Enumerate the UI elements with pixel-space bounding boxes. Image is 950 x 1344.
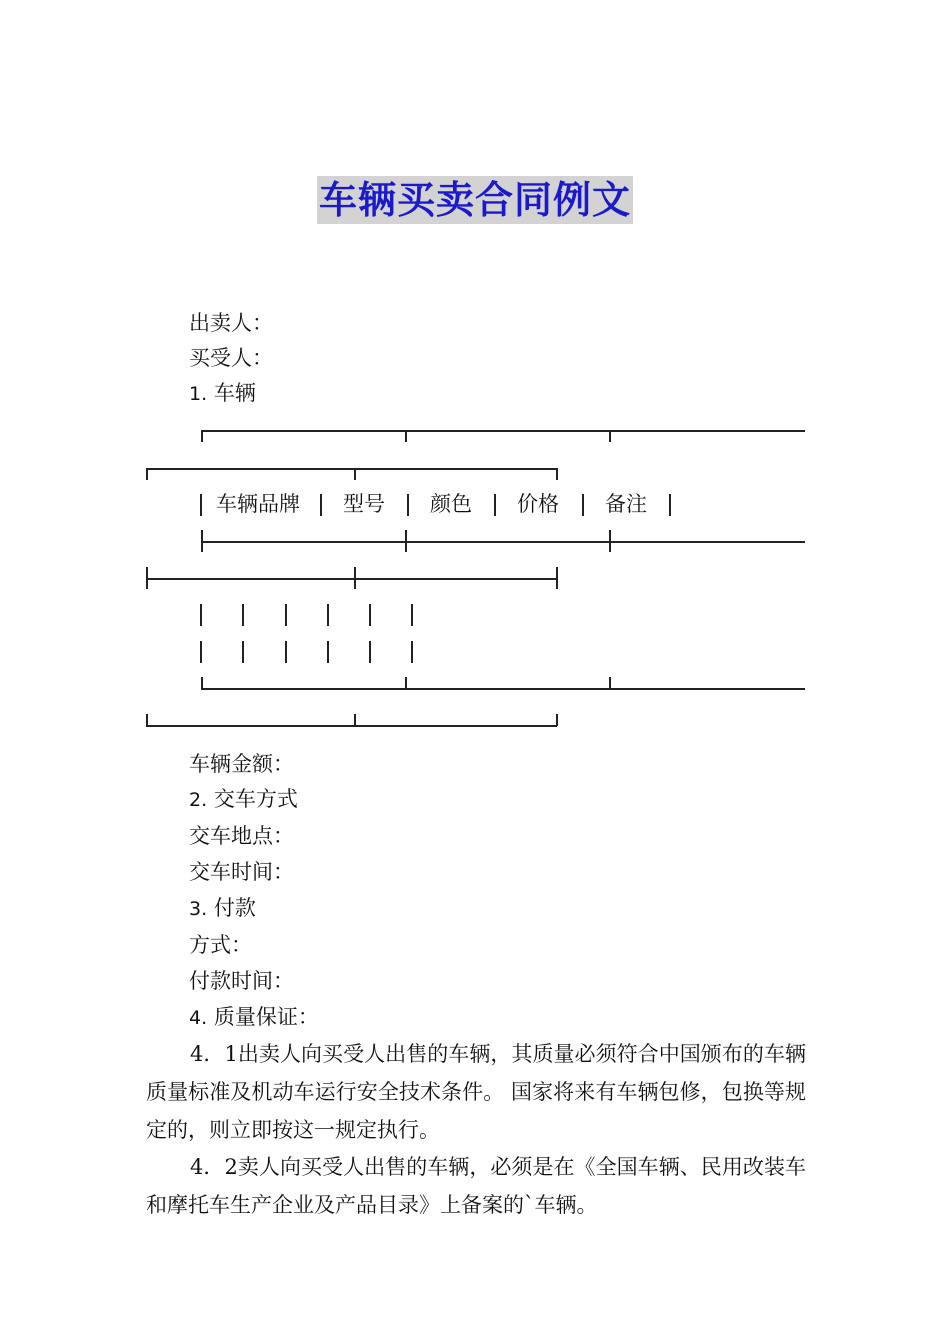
table-tick: [146, 567, 148, 589]
header-model: 型号: [343, 492, 385, 516]
table-tick: [609, 677, 611, 689]
table-tick: [405, 530, 407, 552]
table-bar: [411, 641, 413, 663]
table-corner: [201, 677, 203, 689]
table-tick: [354, 468, 356, 480]
seller-label: 出卖人：: [189, 311, 273, 335]
table-bar: [320, 494, 322, 516]
table-bar: [669, 494, 671, 516]
table-mid-border-cont: [146, 578, 557, 580]
table-bar: [369, 604, 371, 626]
table-tick: [201, 530, 203, 552]
document-title: 车辆买卖合同例文: [318, 178, 631, 222]
table-bar: [200, 641, 202, 663]
table-bar: [407, 494, 409, 516]
title-wrap: [0, 176, 950, 224]
header-color: 颜色: [430, 492, 472, 516]
section-1-heading: [189, 379, 256, 408]
section-2-title: 交车方式: [213, 787, 298, 811]
table-bar: [242, 641, 244, 663]
delivery-time-label: 交车时间：: [189, 860, 294, 884]
table-tick: [609, 430, 611, 442]
table-top-border-cont: [146, 468, 557, 470]
table-tick: [405, 430, 407, 442]
table-tick: [405, 677, 407, 689]
table-top-border: [201, 430, 805, 432]
clause-4-1-text: 4．1出卖人向买受人出售的车辆，其质量必须符合中国颁布的车辆质量标准及机动车运行安全技术条件。 国家将来有车辆包修，包换等规定的，则立即按这一规定执行。: [146, 1042, 806, 1142]
table-bar: [242, 604, 244, 626]
section-2-heading: [189, 785, 298, 814]
table-corner: [201, 430, 203, 442]
table-bar: [582, 494, 584, 516]
table-bar: [285, 604, 287, 626]
section-3-title: 付款: [213, 896, 256, 920]
table-corner: [556, 468, 558, 480]
table-tick: [146, 468, 148, 480]
section-3-heading: [189, 894, 256, 923]
header-price: 价格: [517, 492, 559, 516]
section-1-title: 车辆: [213, 381, 256, 405]
table-tick: [354, 567, 356, 589]
section-4-number: 4.: [189, 1007, 208, 1029]
table-bar: [200, 604, 202, 626]
table-tick: [609, 530, 611, 552]
section-2-number: 2.: [189, 789, 208, 811]
table-bar: [200, 494, 202, 516]
table-bar: [327, 604, 329, 626]
header-remarks: 备注: [605, 492, 647, 516]
table-bar: [285, 641, 287, 663]
table-bar: [327, 641, 329, 663]
table-corner: [556, 714, 558, 726]
header-brand: 车辆品牌: [216, 492, 300, 516]
table-tick: [146, 714, 148, 726]
delivery-place-label: 交车地点：: [189, 824, 294, 848]
section-3-number: 3.: [189, 898, 208, 920]
table-bottom-border: [201, 688, 805, 690]
buyer-label: 买受人：: [189, 346, 273, 370]
table-tick: [556, 567, 558, 589]
clause-4-2-text: 4．2卖人向买受人出售的车辆，必须是在《全国车辆、民用改装车和摩托车生产企业及产品目录》上备案的`车辆。: [146, 1155, 806, 1217]
clause-4-2: [146, 1148, 806, 1224]
clause-4-1: [146, 1035, 806, 1149]
payment-time-label: 付款时间：: [189, 969, 294, 993]
table-mid-border: [201, 541, 805, 543]
table-bar: [494, 494, 496, 516]
section-4-heading: [189, 1003, 319, 1032]
table-bar: [369, 641, 371, 663]
section-4-title: 质量保证：: [213, 1005, 319, 1029]
table-tick: [354, 714, 356, 726]
amount-label: 车辆金额：: [189, 752, 294, 776]
table-bottom-border-cont: [146, 725, 557, 727]
section-1-number: 1.: [189, 383, 208, 405]
table-bar: [411, 604, 413, 626]
payment-method-label: 方式：: [189, 933, 252, 957]
